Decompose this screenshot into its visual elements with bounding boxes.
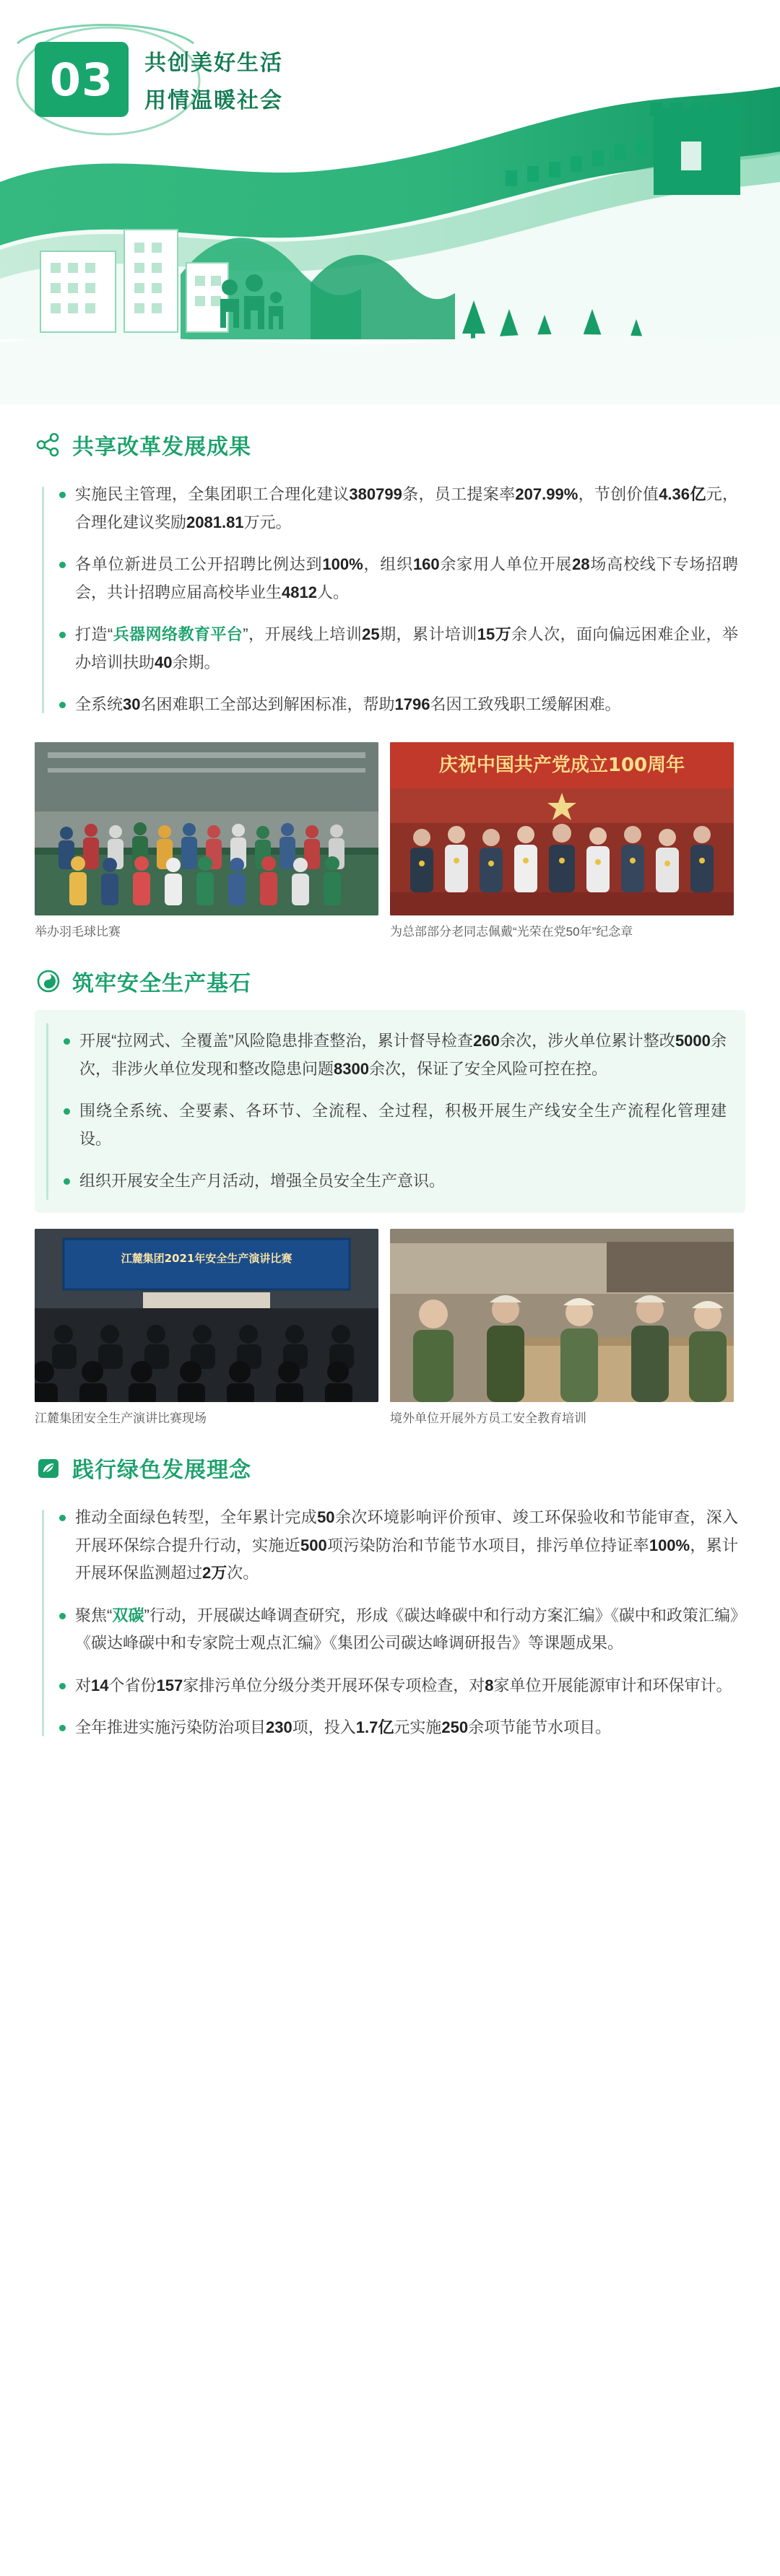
photo-cell bbox=[35, 742, 378, 941]
section-title: 筑牢安全生产基石 bbox=[72, 972, 251, 996]
list-item: 各单位新进员工公开招聘比例达到100%，组织160余家用人单位开展28场高校线下专场招聘会，共计招聘应届高校毕业生4812人。 bbox=[55, 551, 738, 606]
svg-text:江麓集团2021年安全生产演讲比赛: 江麓集团2021年安全生产演讲比赛 bbox=[121, 1251, 292, 1265]
bullet-list bbox=[55, 481, 738, 719]
section-share-reform-results bbox=[0, 429, 780, 726]
photo-cell bbox=[35, 1229, 378, 1428]
photo-caption: 境外单位开展外方员工安全教育培训 bbox=[390, 1411, 586, 1425]
bullet-list bbox=[55, 1504, 738, 1742]
share-nodes-icon bbox=[35, 431, 62, 458]
banner-title bbox=[144, 45, 283, 114]
list-item: 打造“兵器网络教育平台”，开展线上培训25期，累计培训15万余人次，面向偏远困难企业，举办培训扶助40余期。 bbox=[55, 621, 738, 676]
list-item: 对14个省份157家排污单位分级分类开展环保专项检查，对8家单位开展能源审计和环保审计。 bbox=[55, 1672, 738, 1700]
list-item: 开展“拉网式、全覆盖”风险隐患排查整治，累计督导检查260余次，涉火单位累计整改5000余次，非涉火单位发现和整改隐患问题8300余次，保证了安全风险可控在控。 bbox=[59, 1027, 727, 1083]
section-title: 践行绿色发展理念 bbox=[72, 1458, 251, 1482]
list-item: 实施民主管理，全集团职工合理化建议380799条，员工提案率207.99%，节创价值4.36亿元，合理化建议奖励2081.81万元。 bbox=[55, 481, 738, 536]
section-header bbox=[35, 1452, 745, 1484]
bullet-block bbox=[35, 1010, 745, 1213]
photo-caption: 为总部部分老同志佩戴“光荣在党50年”纪念章 bbox=[390, 924, 633, 939]
shield-target-icon bbox=[35, 967, 62, 995]
banner-title-line2: 用情温暖社会 bbox=[144, 89, 283, 113]
list-item: 全系统30名困难职工全部达到解困标准，帮助1796名因工致残职工缓解困难。 bbox=[55, 691, 738, 719]
list-item: 推动全面绿色转型，全年累计完成50余次环境影响评价预审、竣工环保验收和节能审查，深入开展环保综合提升行动，实施近500项污染防治和节能节水项目，排污单位持证率100%，累计开展环保监测超过2万次。 bbox=[55, 1504, 738, 1588]
bullet-list bbox=[59, 1027, 727, 1196]
banner-heading-group bbox=[35, 42, 283, 117]
list-item: 全年推进实施污染防治项目230项，投入1.7亿元实施250余项节能节水项目。 bbox=[55, 1714, 738, 1742]
banner-title-line1: 共创美好生活 bbox=[144, 51, 283, 75]
photo-training bbox=[390, 1229, 734, 1402]
photo-caption: 江麓集团安全生产演讲比赛现场 bbox=[35, 1411, 207, 1425]
section-number-badge: 03 bbox=[35, 42, 129, 117]
section-green-development bbox=[0, 1452, 780, 1774]
section-title: 共享改革发展成果 bbox=[72, 435, 251, 459]
section-header bbox=[35, 965, 745, 997]
list-item: 围绕全系统、全要素、各环节、全流程、全过程，积极开展生产线安全生产流程化管理建设。 bbox=[59, 1097, 727, 1153]
list-item: 聚焦“双碳”行动，开展碳达峰调查研究，形成《碳达峰碳中和行动方案汇编》《碳中和政策汇编》《碳达峰碳中和专家院士观点汇编》《集团公司碳达峰调研报告》等课题成果。 bbox=[55, 1602, 738, 1658]
photo-cell bbox=[390, 1229, 734, 1428]
photo-row bbox=[0, 1229, 780, 1428]
section-safety-production bbox=[0, 965, 780, 1213]
photo-cell bbox=[390, 742, 734, 941]
photo-row bbox=[0, 742, 780, 941]
section-header bbox=[35, 429, 745, 461]
page-banner bbox=[0, 0, 780, 404]
list-item: 组织开展安全生产月活动，增强全员安全生产意识。 bbox=[59, 1167, 727, 1196]
bullet-block bbox=[35, 474, 745, 726]
photo-ceremony bbox=[390, 742, 734, 915]
leaf-box-icon bbox=[35, 1454, 62, 1481]
photo-caption: 举办羽毛球比赛 bbox=[35, 924, 121, 939]
photo-auditorium bbox=[35, 1229, 378, 1402]
bullet-block bbox=[35, 1497, 745, 1749]
svg-text:庆祝中国共产党成立100周年: 庆祝中国共产党成立100周年 bbox=[438, 754, 685, 776]
photo-badminton bbox=[35, 742, 378, 915]
